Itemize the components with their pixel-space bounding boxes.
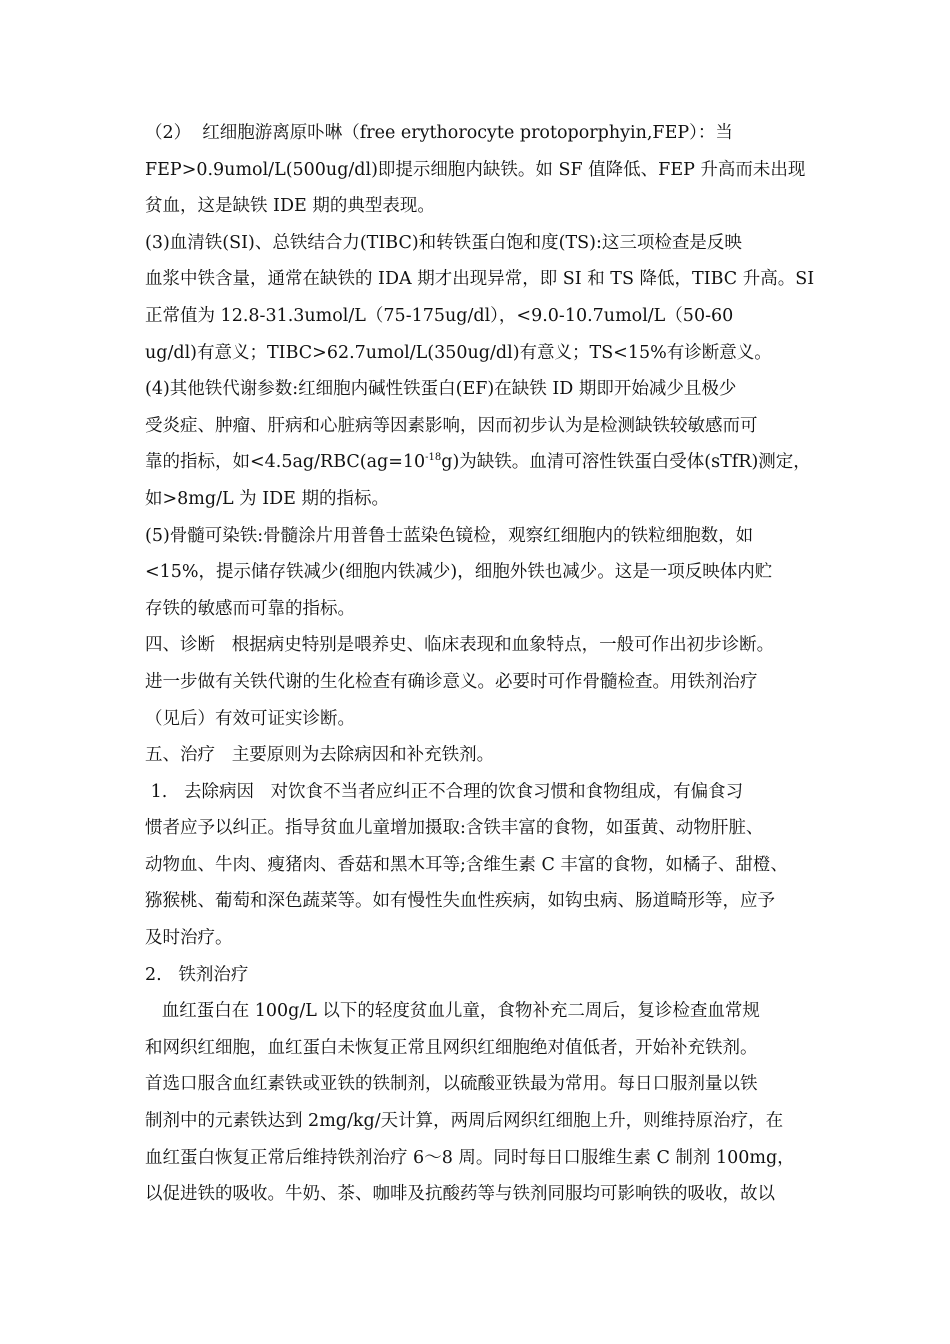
superscript-exponent: -18 [425, 452, 442, 464]
text-line-25: 血红蛋白在 100g/L 以下的轻度贫血儿童，食物补充二周后，复诊检查血常规 [145, 1001, 760, 1022]
text-line-16: 进一步做有关铁代谢的生化检查有确诊意义。必要时可作骨髓检查。用铁剂治疗 [145, 671, 758, 692]
text-line-10 [145, 444, 815, 481]
text-line-8: (4)其他铁代谢参数:红细胞内碱性铁蛋白(EF)在缺铁 ID 期即开始减少且极少 [145, 379, 737, 400]
text-line-11: 如>8mg/L 为 IDE 期的指标。 [145, 488, 390, 509]
text-line-4: (3)血清铁(SI)、总铁结合力(TIBC)和转铁蛋白饱和度(TS):这三项检查是反映 [145, 232, 742, 253]
text-line-6: 正常值为 12.8-31.3umol/L（75-175ug/dl），<9.0-10.7umol/L（50-60 [145, 305, 734, 326]
text-line-23: 及时治疗。 [145, 928, 233, 949]
text-line-28: 制剂中的元素铁达到 2mg/kg/天计算，两周后网织红细胞上升，则维持原治疗，在 [145, 1111, 784, 1132]
text-line-7: ug/dl)有意义；TIBC>62.7umol/L(350ug/dl)有意义；TS<15%有诊断意义。 [145, 342, 772, 363]
section-heading-diagnosis: 四、诊断 根据病史特别是喂养史、临床表现和血象特点，一般可作出初步诊断。 [145, 635, 775, 656]
text-line-30: 以促进铁的吸收。牛奶、茶、咖啡及抗酸药等与铁剂同服均可影响铁的吸收，故以 [145, 1184, 775, 1205]
text-line-5: 血浆中铁含量，通常在缺铁的 IDA 期才出现异常，即 SI 和 TS 降低，TIBC 升高。SI [145, 269, 815, 290]
text-line-20: 惯者应予以纠正。指导贫血儿童增加摄取:含铁丰富的食物，如蛋黄、动物肝脏、 [145, 818, 764, 839]
text-line-12: (5)骨髓可染铁:骨髓涂片用普鲁士蓝染色镜检，观察红细胞内的铁粒细胞数，如 [145, 525, 754, 546]
text-line-14: 存铁的敏感而可靠的指标。 [145, 598, 355, 619]
text-line-27: 首选口服含血红素铁或亚铁的铁制剂，以硫酸亚铁最为常用。每日口服剂量以铁 [145, 1074, 758, 1095]
text-line-22: 猕猴桃、葡萄和深色蔬菜等。如有慢性失血性疾病，如钩虫病、肠道畸形等，应予 [145, 891, 775, 912]
text-line-1: （2） 红细胞游离原卟啉（free erythorocyte protoporphyin,FEP）：当 [145, 123, 733, 143]
text-line-13: <15%，提示储存铁减少(细胞内铁减少)，细胞外铁也减少。这是一项反映体内贮 [145, 562, 773, 583]
text-line-9: 受炎症、肿瘤、肝病和心脏病等因素影响，因而初步认为是检测缺铁较敏感而可 [145, 415, 758, 436]
text-line-3: 贫血，这是缺铁 IDE 期的典型表现。 [145, 196, 435, 217]
subheading-remove-cause: 1. 去除病因 对饮食不当者应纠正不合理的饮食习惯和食物组成，有偏食习 [145, 781, 744, 802]
text-line-21: 动物血、牛肉、瘦猪肉、香菇和黑木耳等;含维生素 C 丰富的食物，如橘子、甜橙、 [145, 854, 788, 875]
text-line-10-before: 靠的指标，如<4.5ag/RBC(ag=10 [145, 452, 426, 473]
section-heading-treatment: 五、治疗 主要原则为去除病因和补充铁剂。 [145, 745, 495, 766]
text-line-2: FEP>0.9umol/L(500ug/dl)即提示细胞内缺铁。如 SF 值降低、FEP 升高而未出现 [145, 159, 806, 180]
text-line-26: 和网织红细胞，血红蛋白未恢复正常且网织红细胞绝对值低者，开始补充铁剂。 [145, 1037, 758, 1058]
text-line-10-after: g)为缺铁。血清可溶性铁蛋白受体(sTfR)测定， [441, 452, 811, 473]
subheading-iron-therapy: 2. 铁剂治疗 [145, 964, 249, 985]
document-body [145, 115, 815, 1213]
text-line-29: 血红蛋白恢复正常后维持铁剂治疗 6～8 周。同时每日口服维生素 C 制剂 100mg， [145, 1147, 795, 1168]
text-line-17: （见后）有效可证实诊断。 [145, 708, 355, 729]
